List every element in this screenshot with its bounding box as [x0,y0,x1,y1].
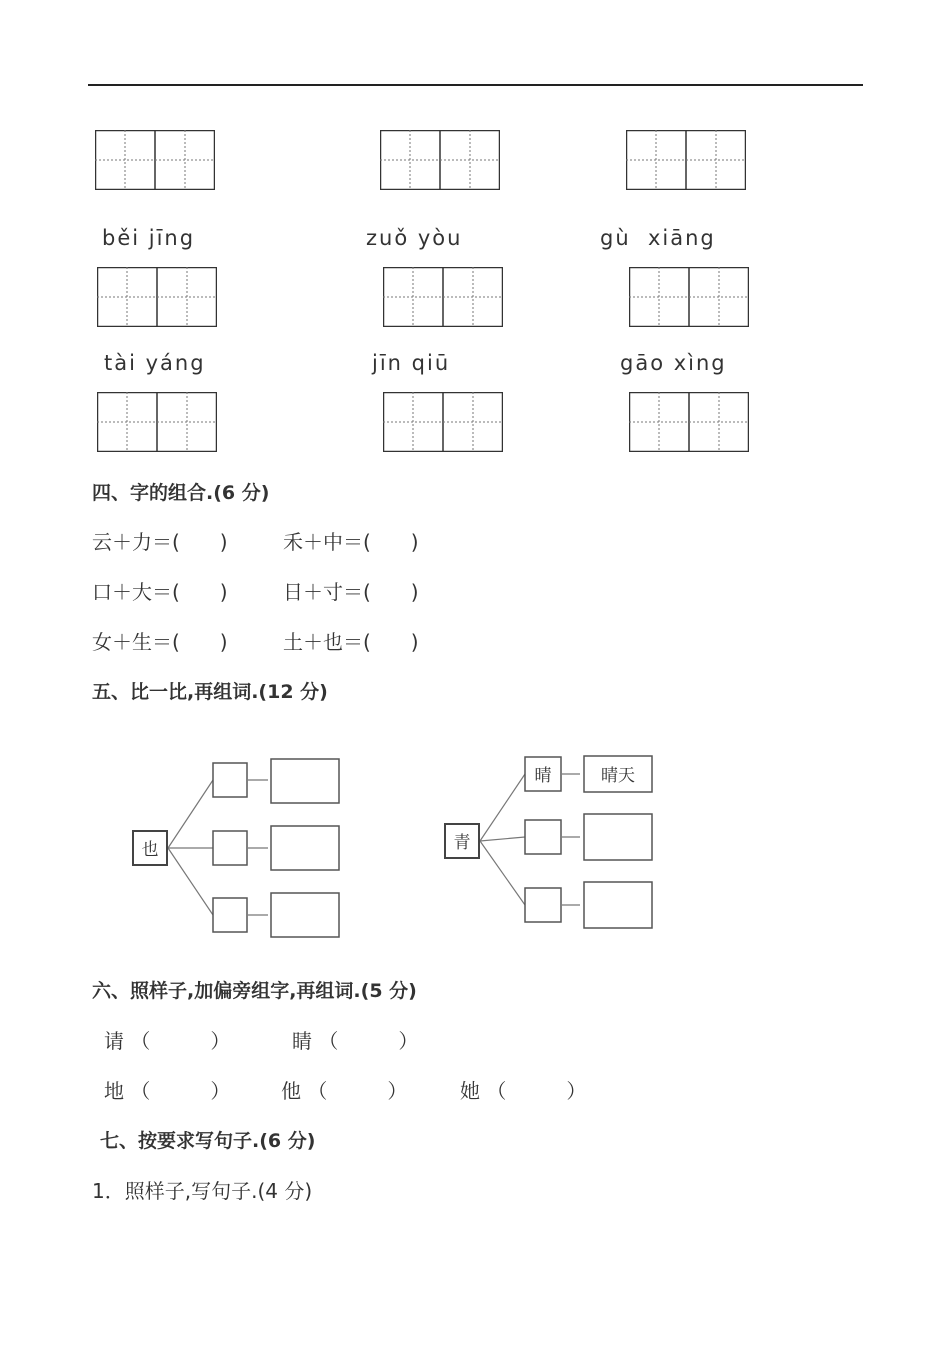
writing-grid-2[interactable] [380,130,500,190]
section7-item1: 1．照样子,写句子.(4 分) [92,1179,313,1203]
writing-grid-3[interactable] [626,130,746,190]
char-blank-2[interactable] [213,831,247,865]
radical-4: 他 （ ） [281,1079,408,1103]
example-char: 晴 [534,766,552,786]
char-blank-3[interactable] [213,898,247,932]
writing-grid-6[interactable] [629,267,749,327]
radical-5: 她 （ ） [460,1079,587,1103]
pinyin-5: jīn qiū [372,351,451,375]
radical-2: 睛 （ ） [292,1029,419,1053]
top-rule [88,84,863,86]
writing-grid-1[interactable] [95,130,215,190]
section6-title: 六、照样子,加偏旁组字,再组词.(5 分) [92,980,417,1002]
writing-grid-5[interactable] [383,267,503,327]
root-char: 青 [453,833,471,853]
word-blank-2[interactable] [584,814,652,860]
combo-4: 日＋寸＝( ) [283,580,419,604]
combo-1: 云＋力＝( ) [92,530,228,554]
example-word: 晴天 [601,766,635,786]
combo-3: 口＋大＝( ) [92,580,228,604]
pinyin-2: zuǒ yòu [366,226,463,250]
writing-grid-8[interactable] [383,392,503,452]
char-blank-2[interactable] [525,820,561,854]
pinyin-1: běi jīng [102,226,196,250]
char-blank-3[interactable] [525,888,561,922]
radical-3: 地 （ ） [104,1079,231,1103]
pinyin-4: tài yáng [104,351,206,375]
pinyin-3: gù xiāng [600,226,716,250]
combo-6: 土＋也＝( ) [283,630,419,654]
word-blank-3[interactable] [271,893,339,937]
word-blank-1[interactable] [271,759,339,803]
char-blank-1[interactable] [213,763,247,797]
writing-grid-9[interactable] [629,392,749,452]
word-blank-2[interactable] [271,826,339,870]
section5-title: 五、比一比,再组词.(12 分) [92,681,328,703]
section4-title: 四、字的组合.(6 分) [92,482,270,504]
pinyin-6: gāo xìng [620,351,727,375]
section7-title: 七、按要求写句子.(6 分) [100,1130,316,1152]
root-char: 也 [141,840,159,860]
combo-5: 女＋生＝( ) [92,630,228,654]
radical-1: 请 （ ） [104,1029,231,1053]
compare-diagram-2 [440,750,660,940]
writing-grid-4[interactable] [97,267,217,327]
combo-2: 禾＋中＝( ) [283,530,419,554]
compare-diagram-1 [128,755,348,945]
word-blank-3[interactable] [584,882,652,928]
writing-grid-7[interactable] [97,392,217,452]
